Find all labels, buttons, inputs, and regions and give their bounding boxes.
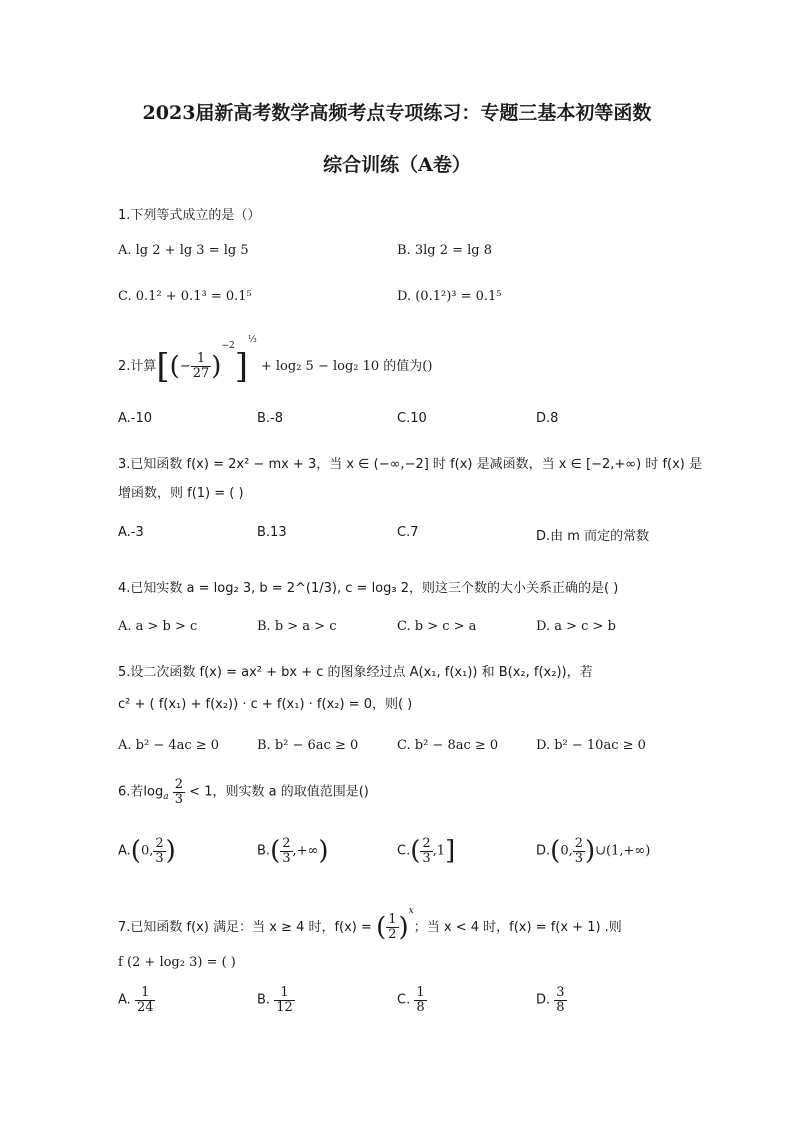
q3-option-b: B.13	[257, 525, 287, 540]
q7-option-c: C. $\frac{1}{8}$	[397, 985, 425, 1015]
q2-option-b: B.-8	[257, 411, 284, 426]
q3-option-d: D.由 m 而定的常数	[536, 529, 650, 544]
q3-option-a: A.-3	[118, 525, 144, 540]
q3-stem-line1: 3.已知函数 f(x) = 2x² − mx + 3，当 x ∈ (−∞,−2] 时 f(x) 是减函数，当 x ∈ [−2,+∞) 时 f(x) 是	[118, 457, 702, 472]
q4-option-d: D. a > c > b	[536, 619, 616, 634]
q1-option-a: A. lg 2 + lg 3 = lg 5	[118, 243, 249, 258]
q1-stem: 1.下列等式成立的是（）	[118, 208, 261, 223]
q7-option-a: A. $\frac{1}{24}$	[118, 985, 154, 1015]
document-subtitle: 综合训练（A卷）	[323, 154, 471, 176]
q5-option-c: C. b² − 8ac ≥ 0	[397, 738, 499, 753]
q4-option-c: C. b > c > a	[397, 619, 477, 634]
q4-option-a: A. a > b > c	[118, 619, 198, 634]
q1-option-d: D. (0.1²)³ = 0.1⁵	[397, 289, 502, 304]
q3-stem-line2: 增函数，则 f(1) = ( )	[118, 486, 244, 501]
q6-option-a: A.(0, $\frac{2}{3}$ )	[118, 835, 176, 866]
q2-option-a: A.-10	[118, 411, 153, 426]
q2-option-c: C.10	[397, 411, 427, 426]
q5-stem-line2: c² + ( f(x₁) + f(x₂)) · c + f(x₁) · f(x₂) = 0，则( )	[118, 697, 413, 712]
q1-option-b: B. 3lg 2 = lg 8	[397, 243, 493, 258]
q2-fraction: $\frac{1}{27}$	[192, 351, 210, 381]
q6-fraction: $\frac{2}{3}$	[174, 777, 184, 807]
q6-option-d: D.(0, $\frac{2}{3}$ )∪(1,+∞)	[536, 835, 651, 866]
q4-option-b: B. b > a > c	[257, 619, 337, 634]
q3-option-c: C.7	[397, 525, 419, 540]
q5-option-d: D. b² − 10ac ≥ 0	[536, 738, 646, 753]
q2-stem: 2.计算[(− $\frac{1}{27}$ )$^{-2}$]$^{\frac{1}{3}}$ + log₂ 5 − log₂ 10 的值为()	[118, 335, 433, 387]
q4-stem: 4.已知实数 a = log₂ 3, b = 2^(1/3), c = log₃ 2，则这三个数的大小关系正确的是( )	[118, 581, 619, 596]
q6-stem: 6.若$\log_a$ $\frac{2}{3}$ < 1，则实数 a 的取值范围是()	[118, 777, 369, 807]
q5-stem-line1: 5.设二次函数 f(x) = ax² + bx + c 的图象经过点 A(x₁, f(x₁)) 和 B(x₂, f(x₂))，若	[118, 665, 593, 680]
q7-option-d: D. $\frac{3}{8}$	[536, 985, 565, 1015]
document-title: 2023届新高考数学高频考点专项练习：专题三基本初等函数	[142, 102, 652, 124]
q7-stem-line2: f (2 + log₂ 3) = ( )	[118, 955, 236, 970]
q2-option-d: D.8	[536, 411, 559, 426]
q7-stem-line1: 7.已知函数 f(x) 满足：当 x ≥ 4 时，f(x) = ( $\frac{1}{2}$ )$^x$；当 x < 4 时，f(x) = f(x + 1) .则	[118, 906, 622, 943]
q5-option-b: B. b² − 6ac ≥ 0	[257, 738, 359, 753]
q6-option-c: C.( $\frac{2}{3}$ ,1]	[397, 835, 456, 866]
q5-option-a: A. b² − 4ac ≥ 0	[118, 738, 220, 753]
q6-option-b: B.( $\frac{2}{3}$ ,+∞)	[257, 835, 329, 866]
q1-option-c: C. 0.1² + 0.1³ = 0.1⁵	[118, 289, 252, 304]
q7-option-b: B. $\frac{1}{12}$	[257, 985, 293, 1015]
